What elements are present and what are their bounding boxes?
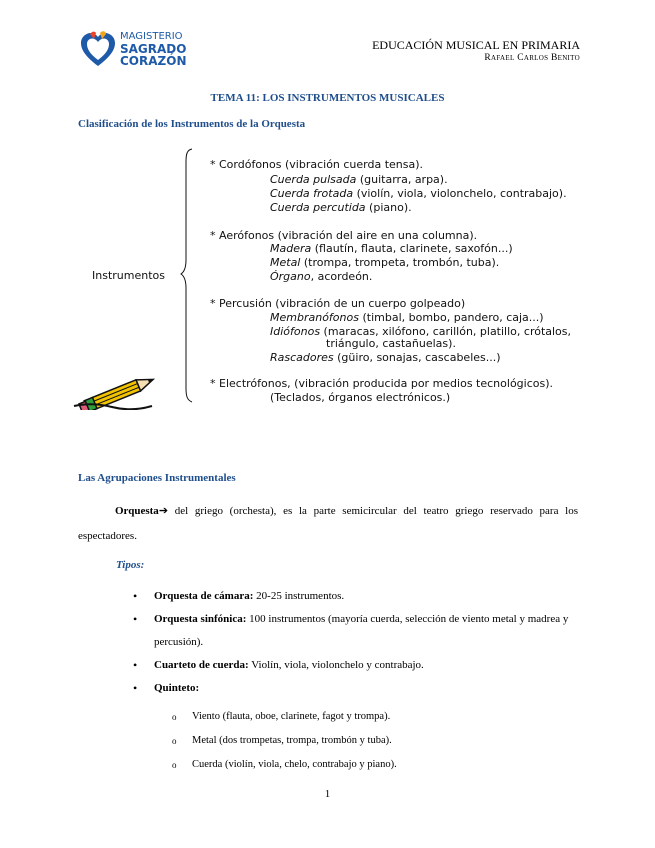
arrow-icon: ➔ (158, 505, 169, 517)
logo-text-line1: MAGISTERIO (120, 31, 183, 42)
list-item: • Cuarteto de cuerda: Violín, viola, violonchelo y contrabajo. (133, 654, 578, 677)
percusion-item: Membranófonos (timbal, bombo, pandero, caja...) (270, 311, 544, 324)
bullet-icon: • (133, 681, 138, 695)
cordofonos-head: * Cordófonos (vibración cuerda tensa). (210, 158, 424, 171)
electrofonos-head: * Electrófonos, (vibración producida por medios tecnológicos). (210, 377, 554, 390)
electrofonos-line2: (Teclados, órganos electrónicos.) (270, 391, 451, 404)
quinteto-list (172, 705, 397, 777)
percusion-head: * Percusión (vibración de un cuerpo golpeado) (210, 297, 466, 310)
page-number: 1 (324, 788, 331, 800)
logo (78, 30, 228, 74)
list-item: • Quinteto: (133, 677, 578, 700)
cordofonos-item: Cuerda percutida (piano). (270, 201, 412, 214)
orquesta-term: Orquesta (115, 505, 159, 517)
percusion-item: triángulo, castañuelas). (326, 337, 456, 350)
bullet-icon: • (133, 658, 138, 672)
tipos-list (133, 585, 578, 700)
diagram-root-label: Instrumentos (92, 269, 165, 282)
circle-bullet-icon: o (172, 712, 177, 722)
bullet-icon: • (133, 612, 138, 626)
bullet-icon: • (133, 589, 138, 603)
orquesta-paragraph: Orquesta➔ del griego (orchesta), es la parte semicircular del teatro griego reservado para los espectadores. (78, 505, 578, 542)
aerofonos-item: Órgano, acordeón. (270, 270, 373, 283)
list-item: • Orquesta sinfónica: 100 instrumentos (mayoría cuerda, selección de viento metal y madrea y percusión). (133, 608, 578, 654)
curly-brace-icon (180, 148, 194, 403)
heart-logo-icon (78, 30, 118, 70)
page-title: TEMA 11: LOS INSTRUMENTOS MUSICALES (210, 92, 445, 104)
header-author: Rafael Carlos Benito (484, 53, 580, 63)
aerofonos-item: Metal (trompa, trompeta, trombón, tuba). (270, 256, 500, 269)
list-item: • Orquesta de cámara: 20-25 instrumentos. (133, 585, 578, 608)
aerofonos-head: * Aerófonos (vibración del aire en una columna). (210, 229, 478, 242)
aerofonos-item: Madera (flautín, flauta, clarinete, saxofón...) (270, 242, 513, 255)
cordofonos-item: Cuerda frotada (violín, viola, violonchelo, contrabajo). (270, 187, 567, 200)
header-course: EDUCACIÓN MUSICAL EN PRIMARIA (372, 38, 580, 52)
percusion-item: Idiófonos (maracas, xilófono, carillón, platillo, crótalos, (270, 325, 572, 338)
circle-bullet-icon: o (172, 736, 177, 746)
pencil-icon (72, 378, 162, 410)
logo-text-line3: CORAZÓN (120, 54, 187, 68)
list-item: o Metal (dos trompetas, trompa, trombón y tuba). (172, 729, 397, 753)
circle-bullet-icon: o (172, 760, 177, 770)
logo-text-line2: SAGRADO (120, 42, 187, 56)
list-item: o Cuerda (violín, viola, chelo, contrabajo y piano). (172, 753, 397, 777)
classification-heading: Clasificación de los Instrumentos de la Orquesta (78, 118, 306, 130)
groupings-heading: Las Agrupaciones Instrumentales (78, 472, 236, 484)
list-item: o Viento (flauta, oboe, clarinete, fagot y trompa). (172, 705, 397, 729)
tipos-label: Tipos: (116, 559, 145, 571)
cordofonos-item: Cuerda pulsada (guitarra, arpa). (270, 173, 448, 186)
percusion-item: Rascadores (güiro, sonajas, cascabeles...) (270, 351, 501, 364)
